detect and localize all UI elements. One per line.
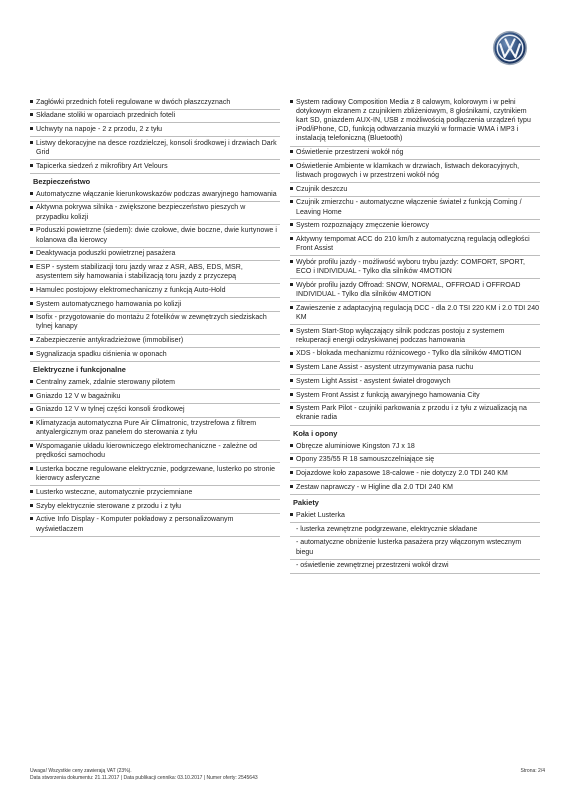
- volkswagen-logo-icon: [492, 30, 528, 66]
- bullet-icon: [30, 288, 33, 291]
- sub-item: - automatyczne obniżenie lusterka pasażera przy włączonym wstecznym biegu: [290, 537, 540, 560]
- bullet-icon: [30, 164, 33, 167]
- bullet-icon: [290, 393, 293, 396]
- bullet-icon: [290, 444, 293, 447]
- bullet-icon: [30, 394, 33, 397]
- list-item: [30, 312, 280, 335]
- list-item-text: Czujnik deszczu: [296, 185, 348, 193]
- list-item-text: Pakiet Lusterka: [296, 512, 345, 519]
- list-item-text: Opony 235/55 R 18 samouszczelniające się: [296, 456, 435, 464]
- list-item: [290, 481, 540, 495]
- list-item: [30, 188, 280, 202]
- list-item-text: Isofix - przygotowanie do montażu 2 fotelików w zewnętrzych siedziskach tylnej kanapy: [36, 314, 267, 331]
- list-item: [290, 510, 540, 524]
- list-item: [290, 403, 540, 426]
- bullet-icon: [30, 251, 33, 254]
- bullet-icon: [290, 237, 293, 240]
- bullet-icon: [30, 141, 33, 144]
- list-item-text: Lusterka boczne regulowane elektrycznie, podgrzewane, lusterko po stronie kierowcy asferyczne: [36, 465, 276, 483]
- bullet-icon: [30, 127, 33, 130]
- list-item-text: Automatyczne włączanie kierunkowskazów podczas awaryjnego hamowania: [36, 190, 277, 198]
- bullet-icon: [30, 100, 33, 103]
- section-heading: Pakiety: [293, 498, 319, 507]
- bullet-icon: [290, 406, 293, 409]
- list-item: [290, 183, 540, 197]
- list-item-text: System Lane Assist - asystent utrzymywania pasa ruchu: [296, 364, 474, 372]
- list-item: [30, 404, 280, 418]
- list-item: [290, 256, 540, 279]
- bullet-icon: [30, 265, 33, 268]
- list-item: [30, 418, 280, 441]
- bullet-icon: [290, 150, 293, 153]
- list-item: [30, 96, 280, 110]
- bullet-icon: [30, 467, 33, 470]
- bullet-icon: [290, 329, 293, 332]
- bullet-icon: [30, 380, 33, 383]
- list-item: [290, 220, 540, 234]
- bullet-icon: [290, 260, 293, 263]
- left-column: [30, 96, 280, 537]
- list-item: [290, 160, 540, 183]
- bullet-icon: [30, 228, 33, 231]
- bullet-icon: [290, 100, 293, 103]
- sub-item: - lusterka zewnętrzne podgrzewane, elektrycznie składane: [290, 523, 540, 537]
- list-item-text: Składane stoliki w oparciach przednich foteli: [36, 112, 176, 120]
- page-footer: [30, 768, 545, 781]
- list-item: [30, 225, 280, 248]
- bullet-icon: [30, 444, 33, 447]
- bullet-icon: [30, 490, 33, 493]
- bullet-icon: [290, 379, 293, 382]
- list-item: [290, 348, 540, 362]
- list-item-text: System automatycznego hamowania po kolizji: [36, 300, 182, 308]
- bullet-icon: [30, 315, 33, 318]
- bullet-icon: [290, 513, 293, 516]
- list-item: [30, 441, 280, 464]
- list-item-text: Centralny zamek, zdalnie sterowany pilotem: [36, 379, 176, 387]
- list-item-text: Szyby elektrycznie sterowane z przodu i z tyłu: [36, 502, 182, 510]
- list-item: [30, 377, 280, 391]
- list-item: [290, 362, 540, 376]
- list-item: [30, 202, 280, 225]
- bullet-icon: [290, 471, 293, 474]
- list-item-text: Zestaw naprawczy - w Higline dla 2.0 TDI 240 KM: [296, 483, 454, 491]
- list-item-text: Zagłówki przednich foteli regulowane w dwóch płaszczyznach: [36, 98, 231, 106]
- list-item: [30, 500, 280, 514]
- list-item-text: Wybór profilu jazdy - możliwość wyboru trybu jazdy: COMFORT, SPORT, ECO i INDIVIDUAL - Tylko dla silników 4MOTION: [296, 258, 526, 276]
- list-item: [30, 284, 280, 298]
- list-item-text: Zabezpieczenie antykradzieżowe (immobiliser): [36, 337, 184, 345]
- list-item-text: Tapicerka siedzeń z mikrofibry Art Velours: [36, 162, 168, 170]
- list-item-text: Wybór profilu jazdy Offroad: SNOW, NORMAL, OFFROAD i OFFROAD INDIVIDUAL - Tylko dla silników 4MOTION: [296, 281, 521, 298]
- list-item: [30, 261, 280, 284]
- bullet-icon: [30, 504, 33, 507]
- list-item-text: Czujnik zmierzchu - automatyczne włączenie świateł z funkcją Coming / Leaving Home: [296, 199, 522, 216]
- bullet-icon: [290, 352, 293, 355]
- list-item: [30, 335, 280, 349]
- page-number: Strona: 2/4: [520, 768, 545, 774]
- list-item: [30, 348, 280, 362]
- list-item-text: Oświetlenie Ambiente w klamkach w drzwiach, listwach dekoracyjnych, listwach progowych i w przestrzeni wokół nóg: [296, 162, 520, 179]
- list-item-text: Gniazdo 12 V w bagażniku: [36, 392, 121, 400]
- section-heading: Bezpieczeństwo: [33, 176, 91, 186]
- list-item: [30, 390, 280, 404]
- list-item: [290, 302, 540, 325]
- bullet-icon: [290, 164, 293, 167]
- list-item: [290, 233, 540, 256]
- bullet-icon: [30, 206, 33, 209]
- sub-item: - oświetlenie zewnętrznej przestrzeni wokół drzwi: [290, 560, 540, 574]
- list-item-text: Uchwyty na napoje - 2 z przodu, 2 z tyłu: [36, 125, 163, 133]
- list-item-text: Oświetlenie przestrzeni wokół nóg: [296, 149, 404, 157]
- list-item: [30, 248, 280, 262]
- bullet-icon: [290, 306, 293, 309]
- bullet-icon: [290, 283, 293, 286]
- list-item: [290, 279, 540, 302]
- bullet-icon: [30, 517, 33, 520]
- bullet-icon: [290, 223, 293, 226]
- list-item-text: Sygnalizacja spadku ciśnienia w oponach: [36, 350, 167, 358]
- footer-vat-note: Uwaga! Wszystkie ceny zawierają VAT (23%).: [30, 768, 132, 774]
- list-item: [30, 486, 280, 500]
- bullet-icon: [30, 302, 33, 305]
- list-item: [290, 147, 540, 161]
- list-item-text: Gniazdo 12 V w tylnej części konsoli środkowej: [36, 406, 185, 414]
- bullet-icon: [290, 187, 293, 190]
- list-item-text: System radiowy Composition Media z 8 calowym, kolorowym i w pełni dotykowym ekranem z czujnikiem zbliżeniowym, 8 głośnikami, czytnikiem kart SD, gniazdem AUX-IN, USB z możliwością podłączenia urządzeń typu iPod/iPhone, CD, funkcją odtwarzania muzyki w formacie WMA i MP3 i instalacją telefoniczną (Bluetooth): [296, 98, 531, 143]
- bullet-icon: [290, 200, 293, 203]
- footer-document-info: Data stworzenia dokumentu: 21.11.2017 | Data publikacji cennika: 03.10.2017 | Numer oferty: 2545643: [30, 774, 258, 781]
- list-item: [290, 325, 540, 348]
- bullet-icon: [30, 352, 33, 355]
- list-item-text: Listwy dekoracyjne na desce rozdzielczej, konsoli środkowej i drzwiach Dark Grid: [36, 139, 277, 156]
- bullet-icon: [30, 408, 33, 411]
- list-item-text: Dojazdowe koło zapasowe 18-calowe - nie dotyczy 2.0 TDI 240 KM: [296, 470, 508, 478]
- list-item: [290, 389, 540, 403]
- list-item: [30, 137, 280, 160]
- list-item-text: System rozpoznający zmęczenie kierowcy: [296, 222, 430, 230]
- section-heading: Koła i opony: [293, 428, 338, 438]
- list-item-text: Hamulec postojowy elektromechaniczny z funkcją Auto-Hold: [36, 286, 226, 294]
- bullet-icon: [290, 485, 293, 488]
- list-item: [30, 123, 280, 137]
- list-item: [290, 440, 540, 454]
- list-item-text: Klimatyzacja automatyczna Pure Air Climatronic, trzystrefowa z filtrem antyalergicznym oraz panelem do sterowania z tyłu: [36, 420, 257, 437]
- list-item: [30, 298, 280, 312]
- bullet-icon: [290, 457, 293, 460]
- list-item: [30, 463, 280, 486]
- section-heading: Elektryczne i funkcjonalne: [33, 365, 126, 375]
- list-item-text: Aktywna pokrywa silnika - zwiększone bezpieczeństwo pieszych w przypadku kolizji: [36, 204, 246, 221]
- list-item: [30, 514, 280, 537]
- list-item: [290, 375, 540, 389]
- list-item: [30, 160, 280, 174]
- list-item-text: System Park Pilot - czujniki parkowania z przodu i z tyłu z wizualizacją na ekranie radia: [296, 405, 527, 422]
- list-item: [30, 110, 280, 124]
- list-item: [290, 96, 540, 147]
- bullet-icon: [30, 113, 33, 116]
- list-item: [290, 197, 540, 220]
- list-item-text: Obręcze aluminiowe Kingston 7J x 18: [296, 442, 415, 450]
- list-item-text: ESP - system stabilizacji toru jazdy wraz z ASR, ABS, EDS, MSR, asystentem siły hamowania i stabilizacją toru jazdy z przyczepą: [36, 263, 243, 281]
- list-item-text: Deaktywacja poduszki powietrznej pasażera: [36, 250, 176, 258]
- bullet-icon: [290, 365, 293, 368]
- list-item-text: System Start-Stop wyłączający silnik podczas postoju z systemem rekuperacji energii odzyskiwanej podczas hamowania: [296, 327, 505, 344]
- list-item: [290, 454, 540, 468]
- list-item-text: Aktywny tempomat ACC do 210 km/h z automatyczną regulacją odległości Front Assist: [296, 235, 530, 253]
- bullet-icon: [30, 421, 33, 424]
- list-item-text: Poduszki powietrzne (siedem): dwie czołowe, dwie boczne, dwie kurtynowe i kolanowa dla kierowcy: [36, 227, 277, 244]
- list-item-text: Wspomaganie układu kierowniczego elektromechaniczne - zależne od prędkości samochodu: [36, 443, 258, 460]
- right-column: [290, 96, 540, 574]
- bullet-icon: [30, 192, 33, 195]
- list-item-text: System Light Assist - asystent świateł drogowych: [296, 377, 451, 385]
- list-item-text: System Front Assist z funkcją awaryjnego hamowania City: [296, 391, 480, 399]
- list-item: [290, 468, 540, 482]
- list-item-text: XDS - blokada mechanizmu różnicowego - Tylko dla silników 4MOTION: [296, 350, 522, 358]
- bullet-icon: [30, 338, 33, 341]
- list-item-text: Lusterko wsteczne, automatycznie przyciemniane: [36, 488, 193, 496]
- list-item-text: Zawieszenie z adaptacyjną regulacją DCC - dla 2.0 TSI 220 KM i 2.0 TDI 240 KM: [296, 304, 540, 321]
- list-item-text: Active Info Display - Komputer pokładowy z personalizowanym wyświetlaczem: [36, 516, 234, 533]
